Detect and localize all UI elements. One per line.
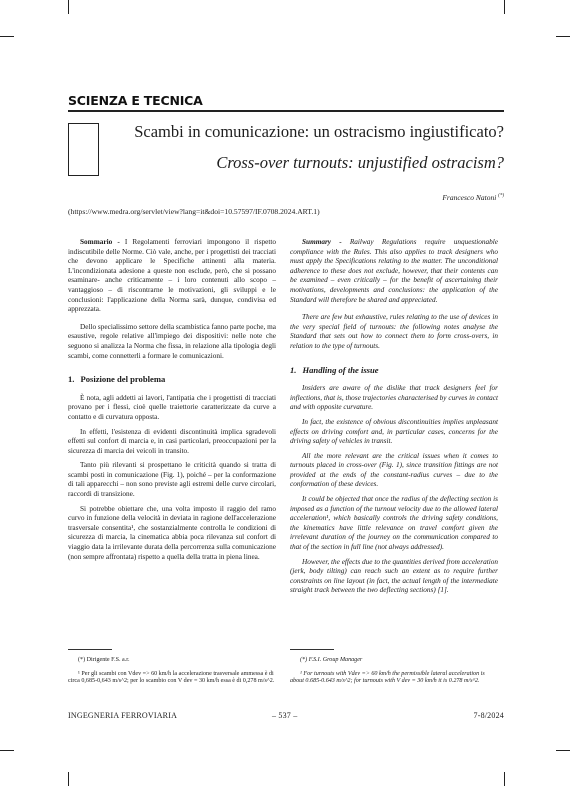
section-number: 1. [290,364,297,375]
header-rule [68,110,504,112]
author-name: Francesco Natoni [442,193,497,202]
summary-english [290,238,498,305]
crop-mark-top-left-v [68,0,69,14]
intro-paragraph: Dello specialissimo settore della scambistica fanno parte poche, ma esaustive, regole relative all'impiego dei dispositivi: nelle note che seguono si analizza la Norma che fissa, in relazione alla tipologia degli scambi, come connetterli a formare le comunicazioni. [68,322,276,360]
crop-mark-top-left-h [0,36,14,37]
summary-label: Sommario - [80,238,120,246]
section-heading-text: Posizione del problema [80,374,166,385]
left-column [68,238,276,567]
section-header: SCIENZA E TECNICA [68,93,203,108]
summary-italian [68,238,276,315]
title-box-ornament [68,123,99,176]
body-paragraph: However, the effects due to the quantities derived from acceleration (jerk, body tilting) can reach such an extent as to require further constraints on line layout (in fact, the actual length of the intermediate straight track between the two deflecting sections) [1]. [290,557,498,595]
right-column [290,238,498,601]
body-paragraph: In fact, the existence of obvious discontinuities implies unpleasant effects on driving comfort and, in particular cases, concerns for the driving safety of vehicles in transit. [290,417,498,446]
body-paragraph: It could be objected that once the radius of the deflecting section is imposed as a function of the turnout velocity due to the allowed lateral acceleration¹, which basically controls the driving safety conditions, the kinematics have little relevance on travel comfort given the irrelevant duration of the journey on the communication compared to that of the section in full line (not always addressed). [290,495,498,552]
crop-mark-bottom-right-h [556,750,570,751]
crop-mark-bottom-left-v [68,772,69,786]
footnote-rule-right [290,649,334,650]
section-number: 1. [68,374,75,385]
crop-mark-top-right-h [556,36,570,37]
title-italian: Scambi in comunicazione: un ostracismo ingiustificato? [134,122,504,141]
footnote: ¹ For turnouts with Vdev => 60 km/h the permissible lateral acceleration is about 0.685-0.643 m/s^2; for turnouts with V dev = 30 km/h it is 0.278 m/s^2. [290,670,485,685]
intro-paragraph: There are few but exhaustive, rules relating to the use of devices in the very special field of turnouts: the following notes analyse the Standard that sets out how to connect them to form cross-overs, in relation to the type of turnouts. [290,313,498,350]
title-english: Cross-over turnouts: unjustified ostracism? [216,153,504,172]
body-paragraph: Insiders are aware of the dislike that track designers feel for inflections, that is, those trajectories characterised by curves in contact and with opposite curvature. [290,384,498,412]
footnote: (*) Dirigente F.S. a.r. [78,657,130,663]
section-heading-text: Handling of the issue [302,364,379,375]
summary-label: Summary - [302,238,342,246]
body-paragraph: Si potrebbe obiettare che, una volta imposto il raggio del ramo curvo in funzione della velocità in deviata in ragione dell'accelerazione trasversale consentita¹, che sostanzialmente controlla le condizioni di sicurezza di marcia, la cinematica abbia poca rilevanza sul confort di viaggio data la irrilevante durata della percorrenza sulla comunicazione (non sempre affrontata) rispetto a quella della tratta in piena linea. [68,504,276,561]
doi-link[interactable]: (https://www.medra.org/servlet/view?lang=it&doi=10.57597/IF.0708.2024.ART.1) [68,207,320,216]
footer-page-number: – 537 – [272,711,298,720]
body-paragraph: All the more relevant are the critical issues when it comes to turnouts placed in cross-over (Fig. 1), since transition fittings are not provided at the ends of the constant-radius curves – due to the conformation of these devices. [290,451,498,489]
footnotes-left [68,657,276,692]
crop-mark-bottom-left-h [0,750,14,751]
author [442,193,504,202]
body-paragraph: È nota, agli addetti ai lavori, l'antipatia che i progettisti di tracciati provano per i flessi, cioè quelle traiettorie caratterizzate da curve a contatto e di curvatura opposta. [68,393,276,421]
body-paragraph: Tanto più rilevanti si prospettano le criticità quando si tratta di scambi posti in comunicazione (Fig. 1), poiché – per la conformazione di tali apparecchi – non sono previste agli estremi delle curve circolari, raccordi di transizione. [68,461,276,499]
footnote-rule-left [68,649,112,650]
author-mark: (*) [498,193,504,199]
summary-text: Railway Regulations require unquestionable compliance with the Rules. This also applies to track designers who must apply the Specifications relating to the matter. The unconditional adherence to these does not exclude, however, that their contents can be examined – even critically – for the benefit of ascertaining their motivations, developments and conclusions: the application of the Standard will therefore be shared and appreciated. [290,238,498,304]
footer-issue: 7-8/2024 [473,711,504,720]
section-heading [290,366,498,376]
footnote: (*) F.S.I. Group Manager [300,657,363,663]
footnotes-right [290,657,498,692]
section-heading [68,375,276,385]
crop-mark-bottom-right-v [504,772,505,786]
footer-journal: INGEGNERIA FERROVIARIA [68,711,178,720]
summary-text: I Regolamenti ferroviari impongono il rispetto indiscutibile delle Norme. Ciò vale, anche, per i progettisti dei tracciati che devono applicare le Specifiche attinenti alla materia. L'incondizionata adesione a queste non esclude, però, che si possano esaminare- anche criticamente – i loro contenuti allo scopo – vantaggioso – di riscontrarne le motivazioni, gli sviluppi e le conclusioni: l'applicazione della Norma sarà, dunque, condivisa ed apprezzata. [68,238,277,314]
body-paragraph: In effetti, l'esistenza di evidenti discontinuità implica sgradevoli effetti sul confort di marcia e, in casi particolari, preoccupazioni per la sicurezza di marcia dei veicoli in transito. [68,427,276,455]
crop-mark-top-right-v [504,0,505,14]
footnote: ¹ Per gli scambi con Vdev => 60 km/h la accelerazione trasversale ammessa è di circa 0,685-0,643 m/s^2; per lo scambio con V dev = 30 km/h essa è di 0,278 m/s^2. [68,670,275,685]
